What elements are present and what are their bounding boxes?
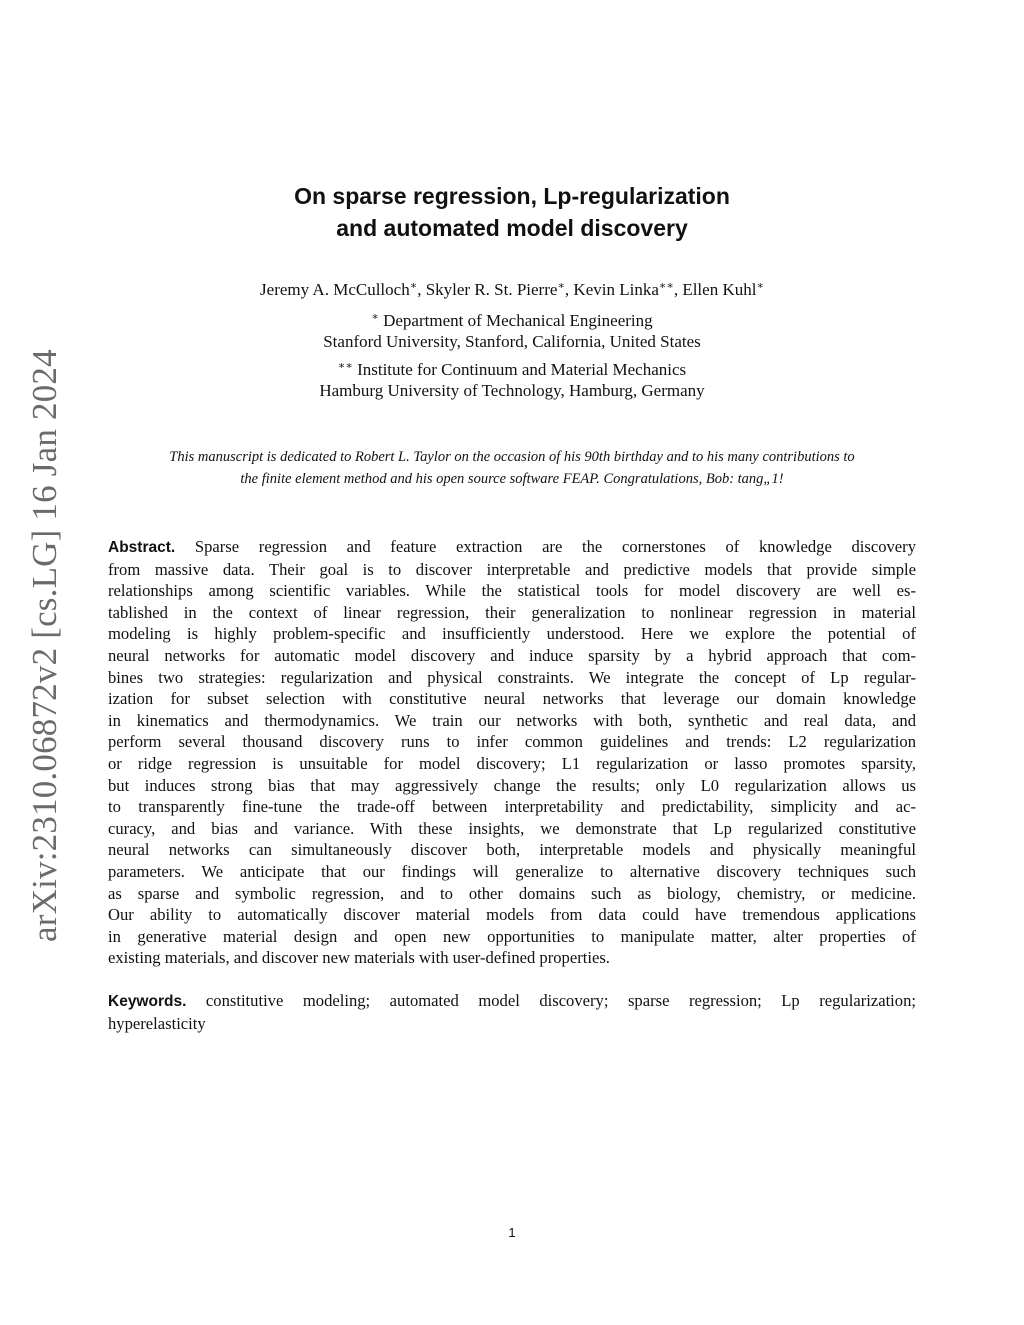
abstract-line: in generative material design and open new opportunities to manipulate matter, alter properties of [108, 926, 916, 946]
paper-title [160, 180, 864, 244]
affiliation-institution: Hamburg University of Technology, Hamburg, Germany [319, 381, 705, 400]
abstract-line: curacy, and bias and variance. With these insights, we demonstrate that Lp regularized constitutive [108, 818, 916, 838]
affiliation-institution: Stanford University, Stanford, California, United States [323, 332, 701, 351]
affiliation-hamburg [120, 359, 904, 401]
affiliation-line [120, 310, 904, 331]
abstract-line: parameters. We anticipate that our findings will generalize to alternative discovery techniques such [108, 861, 916, 881]
abstract-line: or ridge regression is unsuitable for model discovery; L1 regularization or lasso promotes sparsity, [108, 753, 916, 773]
keywords-text: constitutive modeling; automated model discovery; sparse regression; Lp regularization; [205, 991, 916, 1010]
abstract-line: as sparse and symbolic regression, and to other domains such as biology, chemistry, or medicine. [108, 883, 916, 903]
dedication [108, 446, 916, 490]
abstract-line: relationships among scientific variables. While the statistical tools for model discovery are well es- [108, 581, 916, 601]
abstract-line: existing materials, and discover new materials with user-defined properties. [108, 948, 610, 968]
abstract-line: bines two strategies: regularization and physical constraints. We integrate the concept of Lp regular- [108, 667, 916, 687]
title-line-2: and automated model discovery [336, 215, 688, 241]
keywords-line: hyperelasticity [108, 1014, 206, 1033]
keywords [108, 990, 916, 1035]
author-affiliation-mark: ∗ [557, 280, 565, 292]
abstract [108, 536, 916, 969]
abstract-line: to transparently fine-tune the trade-off between interpretability and predictability, simplicity and ac- [108, 797, 916, 817]
author-separator: , [673, 280, 683, 299]
abstract-label: Abstract. [108, 539, 176, 556]
abstract-text: Sparse regression and feature extraction are the cornerstones of knowledge discovery [194, 537, 916, 556]
author-name: Skyler R. St. Pierre [425, 280, 558, 299]
abstract-line [108, 536, 916, 559]
affiliation-mark: ∗∗ [337, 360, 353, 372]
abstract-line: but induces strong bias that may aggressively change the results; only L0 regularization allows us [108, 775, 916, 795]
page-number: 1 [508, 1225, 516, 1240]
affiliation-stanford [120, 310, 904, 352]
affiliation-line [120, 359, 904, 380]
author-separator: , [564, 280, 574, 299]
author-affiliation-mark: ∗ [409, 280, 418, 292]
abstract-line: Our ability to automatically discover material models from data could have tremendous applications [108, 905, 916, 925]
author-affiliation-mark: ∗ [756, 280, 764, 292]
dedication-line-2: the finite element method and his open source software FEAP. Congratulations, Bob: tang„1! [240, 471, 784, 487]
author-affiliation-mark: ∗∗ [658, 280, 674, 292]
author-list [120, 278, 904, 302]
affiliation-department: Institute for Continuum and Material Mechanics [352, 360, 687, 379]
abstract-line: in kinematics and thermodynamics. We train our networks with both, synthetic and real data, and [108, 710, 916, 730]
abstract-line: tablished in the context of linear regression, their generalization to nonlinear regression in material [108, 602, 916, 622]
author-name: Jeremy A. McCulloch [260, 280, 410, 299]
arxiv-identifier: arXiv:2310.06872v2 [cs.LG] 16 Jan 2024 [25, 349, 64, 942]
keywords-label: Keywords. [108, 993, 187, 1010]
affiliation-department: Department of Mechanical Engineering [378, 311, 653, 330]
author-name: Ellen Kuhl [682, 280, 757, 299]
dedication-line-1: This manuscript is dedicated to Robert L. Taylor on the occasion of his 90th birthday and to his many contributions to [169, 449, 855, 465]
author-separator: , [417, 280, 426, 299]
abstract-line: neural networks can simultaneously discover both, interpretable models and physically meaningful [108, 840, 916, 860]
affiliation-mark: ∗ [371, 311, 379, 323]
title-line-1: On sparse regression, Lp-regularization [294, 183, 730, 209]
author-name: Kevin Linka [573, 280, 659, 299]
abstract-line: modeling is highly problem-specific and insufficiently understood. Here we explore the potential of [108, 624, 916, 644]
abstract-line: from massive data. Their goal is to discover interpretable and predictive models that provide simple [108, 559, 916, 579]
abstract-line: perform several thousand discovery runs to infer common guidelines and trends: L2 regularization [108, 732, 916, 752]
abstract-line: neural networks for automatic model discovery and induce sparsity by a hybrid approach that com- [108, 645, 916, 665]
abstract-line: ization for subset selection with constitutive neural networks that leverage our domain knowledge [108, 689, 916, 709]
keywords-line [108, 990, 916, 1013]
